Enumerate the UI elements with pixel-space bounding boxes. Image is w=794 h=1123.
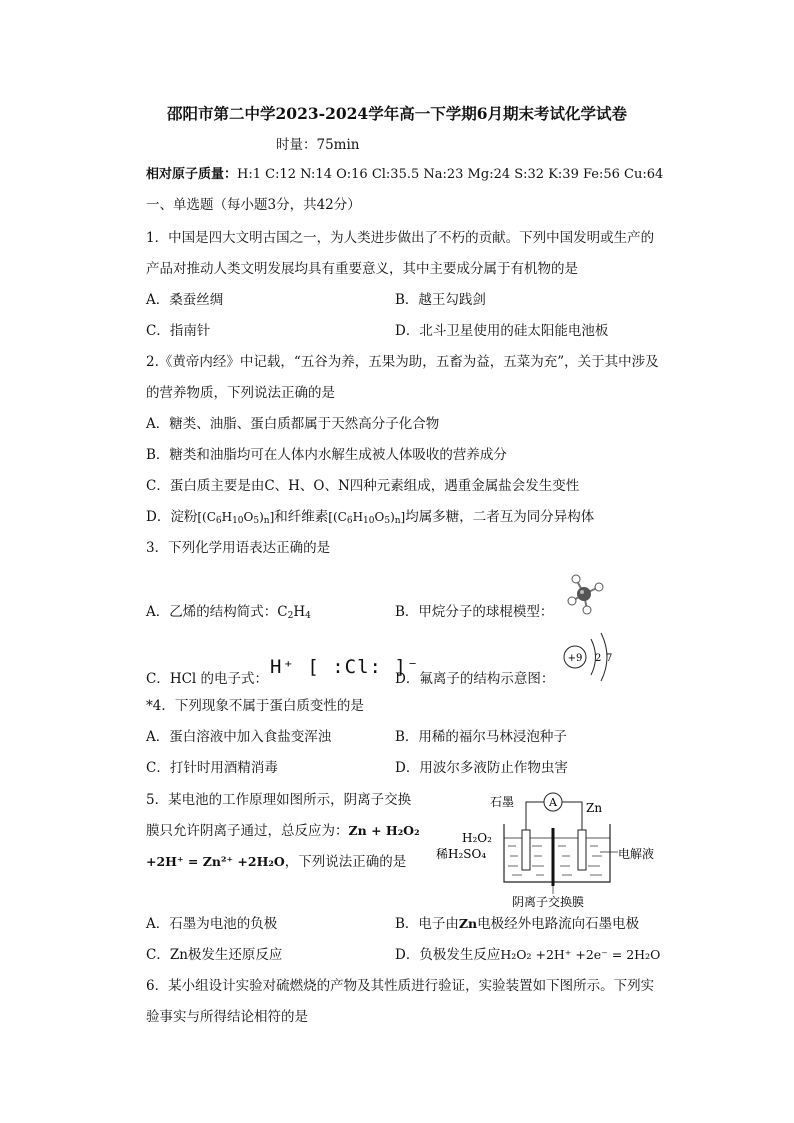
starch-formula: $[(C_6H_{10}O_5)_n]$ bbox=[197, 510, 275, 526]
q2-option-c: C．蛋白质主要是由C、H、O、N四种元素组成，遇重金属盐会发生变性 bbox=[146, 478, 580, 494]
battery-diagram bbox=[432, 786, 668, 910]
q1-option-a: A．桑蚕丝绸 bbox=[146, 292, 224, 308]
hcl-electron-formula: H⁺ [ :Cl: ]⁻ bbox=[270, 656, 420, 678]
q5-stem-line1: 5．某电池的工作原理如图所示，阴离子交换 bbox=[146, 792, 412, 808]
q3-option-c: C．HCl 的电子式： bbox=[146, 671, 269, 687]
nucleus-charge: +9 bbox=[567, 653, 583, 664]
methane-ball-stick-model bbox=[558, 570, 610, 616]
q2-option-b: B．糖类和油脂均可在人体内水解生成被人体吸收的营养成分 bbox=[146, 447, 507, 463]
zn-label: Zn bbox=[586, 801, 603, 815]
q1-option-b: B．越王勾践剑 bbox=[395, 292, 486, 308]
zn-electrode bbox=[578, 830, 586, 870]
q4-stem: *4．下列现象不属于蛋白质变性的是 bbox=[146, 698, 364, 714]
q3-option-b: B．甲烷分子的球棍模型： bbox=[395, 604, 554, 620]
q1-option-d: D．北斗卫星使用的硅太阳能电池板 bbox=[395, 323, 609, 339]
q5-option-c: C．Zn极发生还原反应 bbox=[146, 947, 283, 963]
q2-d-suffix: 均属多糖，二者互为同分异构体 bbox=[405, 509, 595, 525]
exam-title: 邵阳市第二中学2023-2024学年高一下学期6月期末考试化学试卷 bbox=[167, 104, 627, 123]
svg-text:A: A bbox=[549, 796, 557, 809]
q3-stem: 3．下列化学用语表达正确的是 bbox=[146, 540, 331, 556]
cellulose-formula: $[(C_6H_{10}O_5)_n]$ bbox=[328, 510, 406, 526]
shell1-count: 2 bbox=[595, 653, 602, 664]
q5-option-a: A．石墨为电池的负极 bbox=[146, 916, 278, 932]
atomic-mass-values: H:1 C:12 N:14 O:16 Cl:35.5 Na:23 Mg:24 S:32 K:39 Fe:56 Cu:64 bbox=[237, 167, 664, 182]
h2o2-label: H₂O₂ bbox=[462, 831, 492, 845]
section-heading: 一、单选题（每小题3分，共42分） bbox=[146, 197, 361, 213]
q5-stem-line3: +2H⁺ = Zn²⁺ +2H₂O，下列说法正确的是 bbox=[146, 854, 407, 870]
q4-option-c: C．打针时用酒精消毒 bbox=[146, 760, 278, 776]
q1-option-c: C．指南针 bbox=[146, 323, 211, 339]
q5-stem-line2: 膜只允许阴离子通过，总反应为：Zn + H₂O₂ bbox=[146, 823, 420, 839]
atomic-mass-label: 相对原子质量： bbox=[146, 167, 238, 182]
membrane-label: 阴离子交换膜 bbox=[512, 895, 585, 909]
q6-stem-line1: 6．某小组设计实验对硫燃烧的产物及其性质进行验证，实验装置如下图所示。下列实 bbox=[146, 978, 655, 994]
q4-option-d: D．用波尔多液防止作物虫害 bbox=[395, 760, 568, 776]
q3-option-a: A．乙烯的结构简式：$C_2H_4$ bbox=[146, 604, 311, 621]
q5-option-b: B．电子由Zn电极经外电路流向石墨电极 bbox=[395, 916, 640, 932]
q1-stem-line1: 1．中国是四大文明古国之一，为人类进步做出了不朽的贡献。下列中国发明或生产的 bbox=[146, 230, 655, 246]
acid-label: 稀H₂SO₄ bbox=[436, 847, 487, 861]
q2-d-prefix: D．淀粉 bbox=[146, 509, 198, 525]
q2-d-mid: 和纤维素 bbox=[274, 509, 329, 525]
q2-stem-line1: 2.《黄帝内经》中记载，“五谷为养，五果为助，五畜为益，五菜为充”，关于其中涉及 bbox=[146, 354, 659, 370]
atomic-mass-line bbox=[146, 166, 663, 184]
q6-stem-line2: 验事实与所得结论相符的是 bbox=[146, 1009, 308, 1025]
q1-stem-line2: 产品对推动人类文明发展均具有重要意义，其中主要成分属于有机物的是 bbox=[146, 261, 578, 277]
q5-option-d: D．负极发生反应H₂O₂ +2H⁺ +2e⁻ = 2H₂O bbox=[395, 947, 661, 963]
q4-option-b: B．用稀的福尔马林浸泡种子 bbox=[395, 729, 567, 745]
graphite-electrode bbox=[522, 830, 530, 870]
time-limit: 时量：75min bbox=[276, 137, 360, 153]
shell2-count: 7 bbox=[606, 653, 613, 664]
electrolyte-label: 电解液 bbox=[618, 847, 655, 861]
q2-option-a: A．糖类、油脂、蛋白质都属于天然高分子化合物 bbox=[146, 416, 440, 432]
q3-option-d: D．氟离子的结构示意图： bbox=[395, 671, 555, 687]
q2-stem-line2: 的营养物质，下列说法正确的是 bbox=[146, 385, 335, 401]
q4-option-a: A．蛋白溶液中加入食盐变浑浊 bbox=[146, 729, 332, 745]
q2-option-d bbox=[146, 508, 594, 530]
fluoride-ion-diagram bbox=[558, 630, 622, 688]
graphite-label: 石墨 bbox=[490, 795, 515, 809]
